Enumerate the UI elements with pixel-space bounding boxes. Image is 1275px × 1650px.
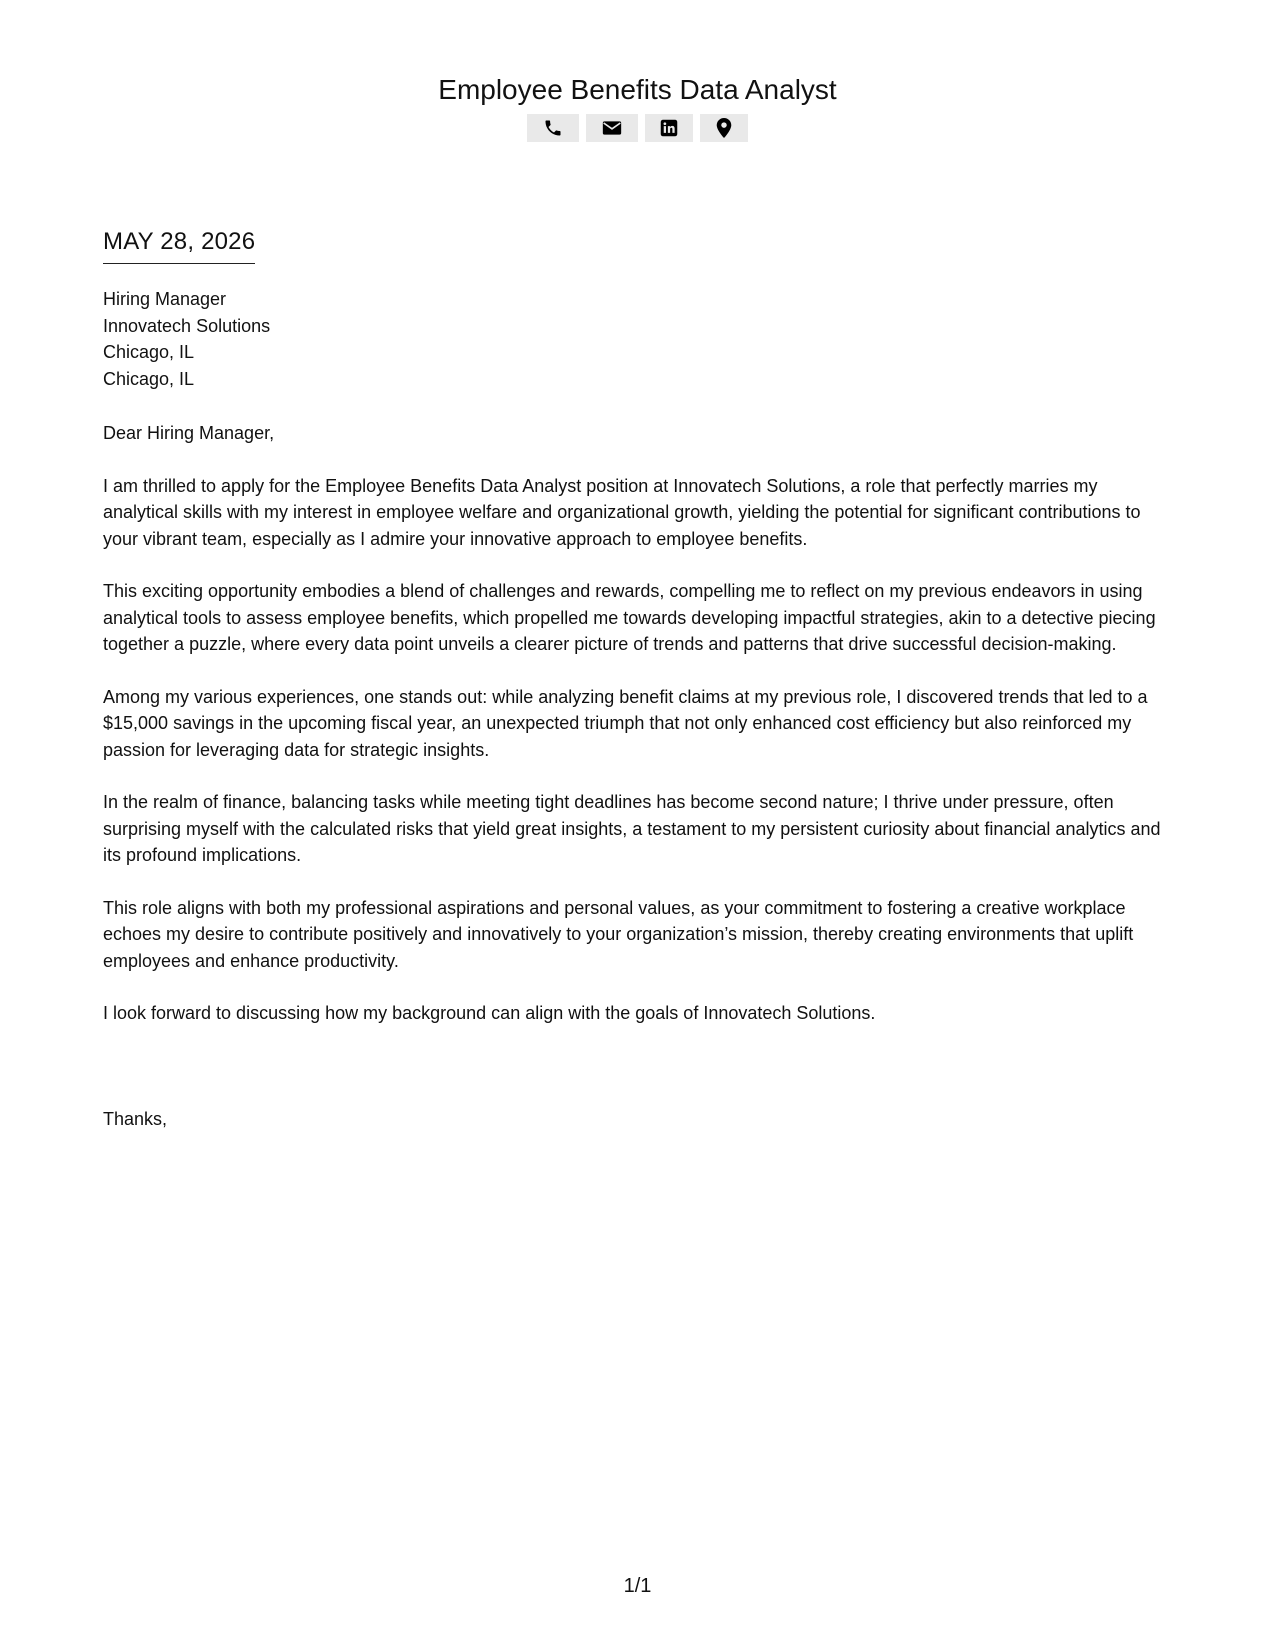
recipient-company: Innovatech Solutions [103,315,271,336]
phone-icon [543,118,563,138]
map-marker-icon [716,118,732,138]
letter-date: MAY 28, 2026 [103,226,255,264]
body-paragraph: I am thrilled to apply for the Employee Benefits Data Analyst position at Innovatech Solutions, a role that perfectly marries my analytical skills with my interest in employee welfare and organizational growth, yielding the potential for significant contributions to your vibrant team, especially as I admire your innovative approach to employee benefits. [103,475,1141,549]
linkedin-contact-button[interactable] [645,114,693,142]
linkedin-icon [660,119,678,137]
body-paragraph: This role aligns with both my professional aspirations and personal values, as your commitment to fostering a creative workplace echoes my desire to contribute positively and innovatively to your organization’s mission, thereby creating environments that uplift employees and enhance productivity. [103,897,1134,971]
letter-body [103,420,1173,1053]
closing: Thanks, [103,1109,168,1129]
recipient-name: Hiring Manager [103,289,227,309]
body-paragraph: I look forward to discussing how my background can align with the goals of Innovatech Solutions. [103,1003,876,1023]
phone-contact-button[interactable] [527,114,579,142]
body-paragraph: This exciting opportunity embodies a blend of challenges and rewards, compelling me to reflect on my previous endeavors in using analytical tools to assess employee benefits, which propelled me towards developing impactful strategies, akin to a detective piecing together a puzzle, where every data point unveils a clearer picture of trends and patterns that drive successful decision-making. [103,581,1156,654]
contact-icon-row [0,114,1275,142]
document-title: Employee Benefits Data Analyst [438,74,837,105]
body-paragraph: Among my various experiences, one stands out: while analyzing benefit claims at my previous role, I discovered trends that led to a $15,000 savings in the upcoming fiscal year, an unexpected triumph that not only enhanced cost efficiency but also reinforced my passion for leveraging data for strategic insights. [103,686,1148,760]
page-number: 1/1 [623,1575,652,1597]
salutation: Dear Hiring Manager, [103,423,275,443]
envelope-icon [602,120,622,136]
recipient-city: Chicago, IL [103,342,195,362]
recipient-address [103,286,270,392]
location-contact-button[interactable] [700,114,748,142]
email-contact-button[interactable] [586,114,638,142]
body-paragraph: In the realm of finance, balancing tasks while meeting tight deadlines has become second nature; I thrive under pressure, often surprising myself with the calculated risks that yield great insights, a testament to my persistent curiosity about financial analytics and its profound implications. [103,792,1161,865]
recipient-city: Chicago, IL [103,368,195,389]
